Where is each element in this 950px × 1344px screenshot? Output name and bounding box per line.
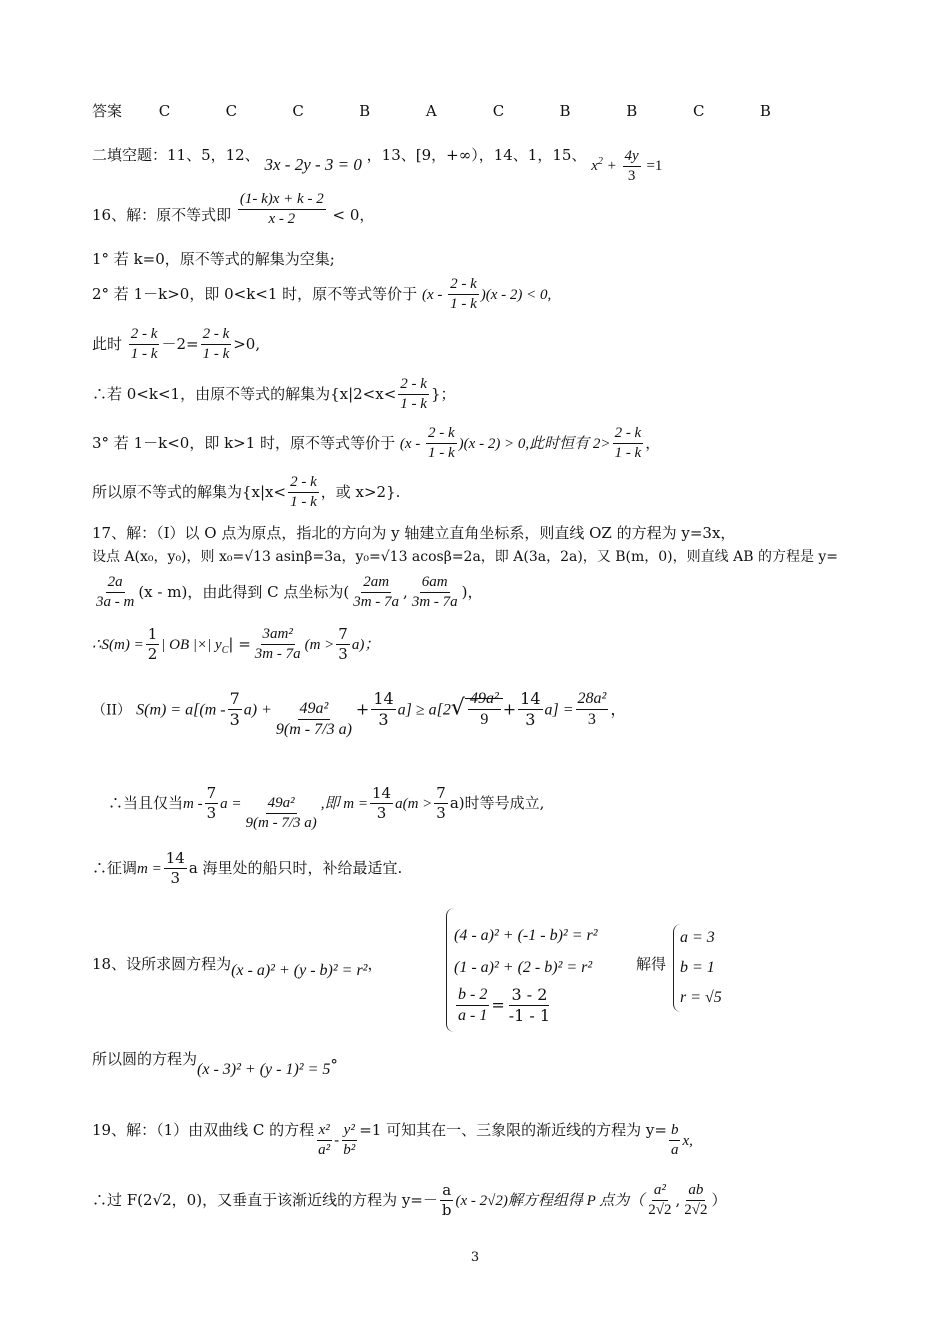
answer-item: C [292,102,304,120]
q17-line6: ∴当且仅当m - $\frac{7}{3}$ a = $\frac{\text{49a²}}{9(m - 7/3 a)}$ ,即 m = $\frac{14}{3}$ a(m > $\frac{7}{3}$ a)时等号成立, [108,784,545,832]
eq15: $x^2$ + $\frac{4y}{3}$ =1 [591,148,663,185]
q17-line3: $\frac{2a}{3a - m}$ (x - m)，由此得到 C 点坐标为( $\frac{2am}{3m - 7a}$ , $\frac{6am}{3m - 7a}$ )， [96,574,483,611]
answer-item: B [626,102,638,120]
q16-case3: 3° 若 1－k<0，即 k>1 时，原不等式等价于 (x - $\frac{2 - k}{1 - k}$ )(x - 2) > 0,此时恒有 2> $\frac{2 - k}{1 - k}$ ， [92,425,661,462]
fill-blank-line: 二填空题：11、5，12、 3x - 2y - 3 = 0 ，13、[9，+∞），14、1，15、 $x^2$ + $\frac{4y}{3}$ =1 [92,146,663,185]
answers-label: 答案 [92,102,123,120]
result-a: a = 3 [680,929,715,946]
result-r: r = √5 [680,989,722,1006]
answer-item: B [759,102,771,120]
answer-item: C [225,102,238,120]
answer-item: C [158,102,171,120]
system-eq3: $\frac{b - 2}{a - 1}$ = $\frac{3 - 2}{-1 - 1}$ [458,985,551,1026]
q16-intro: 16、解：原不等式即 $\frac{(1- k)x + k - 2}{x - 2}$ < 0， [92,191,375,228]
q16-conclusion2: 所以原不等式的解集为{x|x< $\frac{2 - k}{1 - k}$ ，或 x>2}. [92,474,401,511]
answer-item: B [559,102,571,120]
q19-line1: 19、解：（1）由双曲线 C 的方程 $\frac{\text{x²}}{\text{a²}}$ - $\frac{\text{y²}}{\text{b²}}$ =1 可知其在一、三象限的渐近线的方程为 y= $\frac{b}{a}$ x, [92,1120,693,1159]
system-eq1: (4 - a)² + (-1 - b)² = r² [454,927,598,944]
q16-case2: 2° 若 1－k>0，即 0<k<1 时，原不等式等价于 (x - $\frac{2 - k}{1 - k}$ )(x - 2) < 0, [92,276,552,313]
page-number: 3 [470,1250,480,1265]
solve-label: 解得 [636,955,667,973]
q16-case1: 1° 若 k=0，原不等式的解集为空集; [92,250,335,268]
eq12: 3x - 2y - 3 = 0 [264,155,362,175]
result-b: b = 1 [680,959,715,976]
q17-line2: 设点 A(x₀，y₀)，则 x₀=√13 asinβ=3a，y₀=√13 acosβ=2a，即 A(3a，2a)，又 B(m，0)，则直线 AB 的方程是 y= [92,549,839,565]
q17-line1: 17、解：（I）以 O 点为原点，指北的方向为 y 轴建立直角坐标系，则直线 OZ 的方程为 y=3x， [92,524,736,542]
system-eq2: (1 - a)² + (2 - b)² = r² [454,959,593,976]
answer-item: C [492,102,505,120]
q17-line4: ∴S(m) = $\frac{1}{2}$ | OB |×| $y_C|$ = $\frac{\text{3am²}}{3m - 7a}$ (m > $\frac{7}{3}$ a)； [92,625,380,664]
q19-line2: ∴过 F(2√2，0)，又垂直于该渐近线的方程为 y=－ $\frac{a}{b}$ (x - 2√2)解方程组得 P 点为（ $\frac{\text{a²}}{2√2}$ , $\frac{ab}{2√2}$ ） [92,1181,727,1220]
answer-item: B [359,102,371,120]
answer-item: C [693,102,705,120]
q18-lead: 18、设所求圆方程为(x - a)² + (y - b)² = r²， [92,955,383,979]
q17-line5: （II） S(m) = a[(m - $\frac{7}{3}$ a) + $\frac{\text{49a²}}{9(m - 7/3 a)}$ + $\frac{14}{3}$ a] ≥ a[2√ $\frac{\text{49a²}}{9}$ + $\frac{14}{3}$ a] = $\frac{\text{28a²}}{3}$ ， [92,689,627,739]
answer-item: A [425,102,437,120]
q16-then: 此时 $\frac{2 - k}{1 - k}$ －2= $\frac{2 - k}{1 - k}$ >0, [92,326,261,363]
q16-conclusion1: ∴若 0<k<1，由原不等式的解集为{x|2<x< $\frac{2 - k}{1 - k}$ }； [92,376,456,413]
q17-line7: ∴征调m = $\frac{14}{3}$ a 海里处的船只时，补给最适宜. [92,849,403,888]
answers-row [92,102,800,120]
q18-conclusion: 所以圆的方程为(x - 3)² + (y - 1)² = 5° [92,1050,338,1078]
